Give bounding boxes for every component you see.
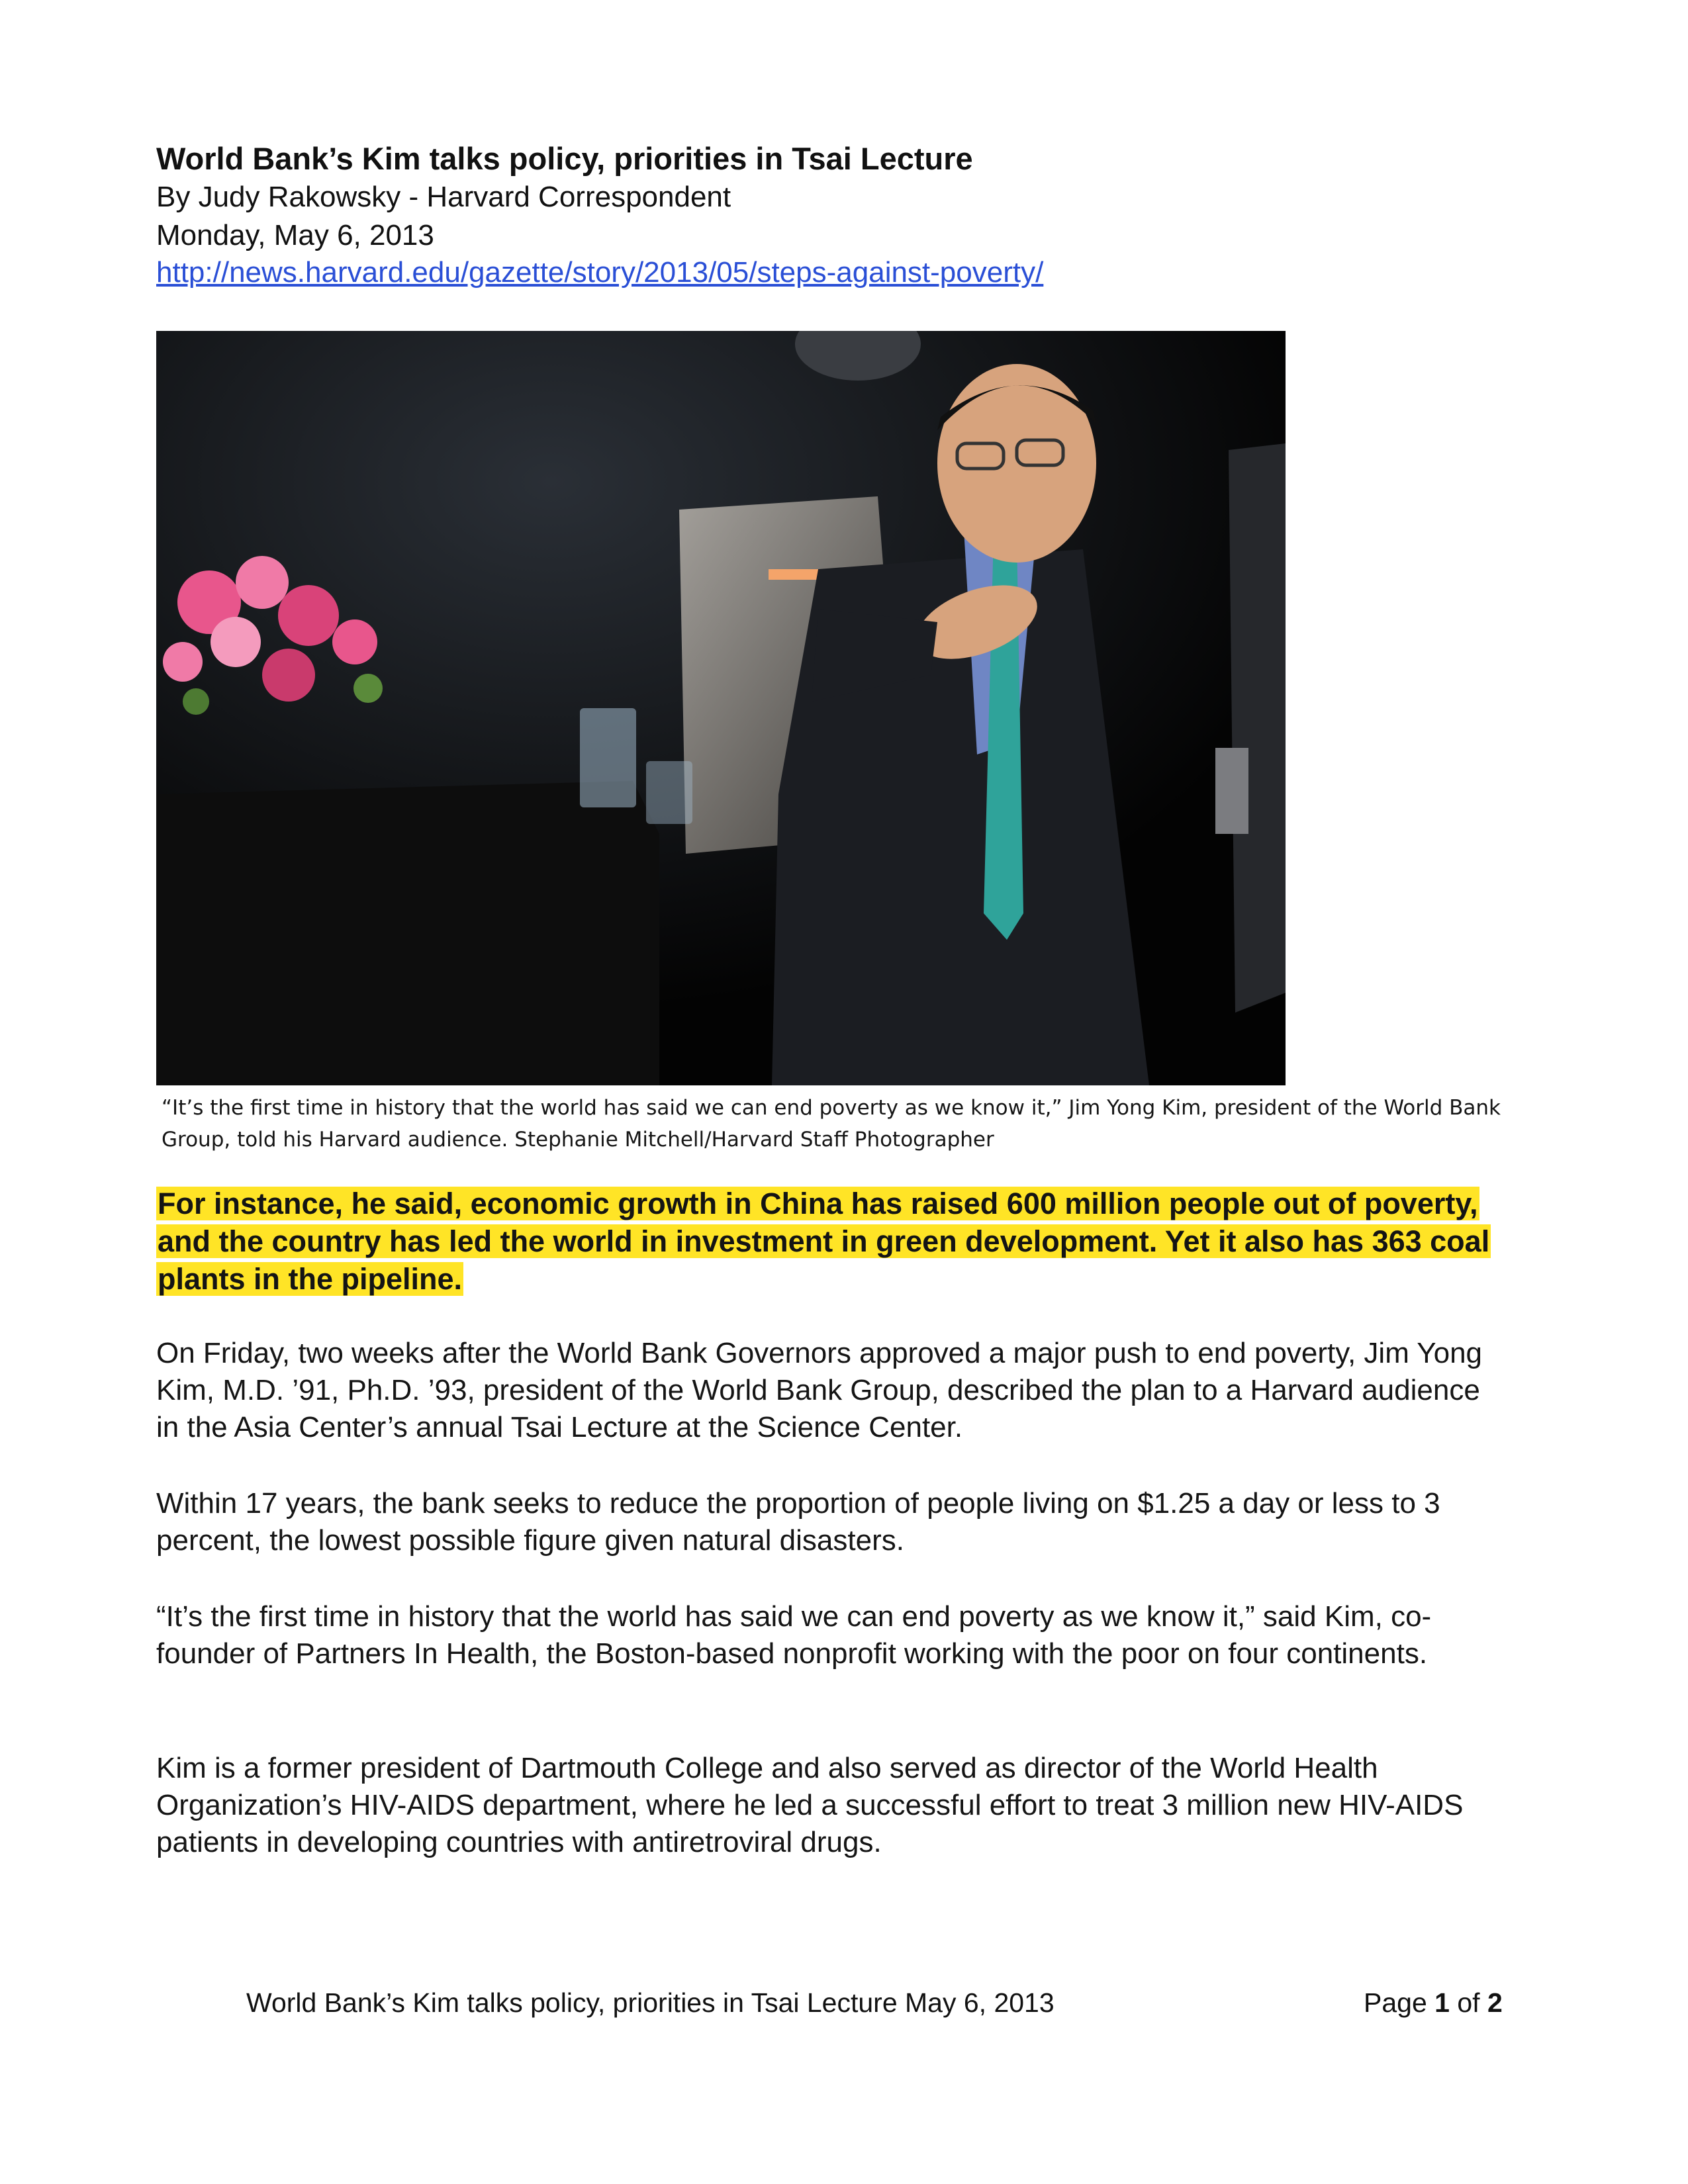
page-current: 1: [1434, 1987, 1450, 2018]
article-headline: World Bank’s Kim talks policy, priorities in Tsai Lecture: [156, 141, 973, 176]
water-glass-small: [646, 761, 692, 824]
body-paragraph: Kim is a former president of Dartmouth College and also served as director of the World Health Organization’s HIV-AIDS department, where he led a successful effort to treat 3 million new HIV-AIDS patients in developing countries with antiretroviral drugs.: [156, 1752, 1464, 1858]
lecture-table: [156, 781, 659, 1085]
page-separator: of: [1449, 1987, 1487, 2018]
article-photo: [156, 331, 1286, 1085]
footer-title: World Bank’s Kim talks policy, priorities in Tsai Lecture May 6, 2013: [246, 1987, 1055, 2018]
body-paragraph: Within 17 years, the bank seeks to reduce the proportion of people living on $1.25 a day or less to 3 percent, the lowest possible figure given natural disasters.: [156, 1487, 1440, 1557]
water-glass: [580, 708, 636, 807]
highlighted-quote: [156, 1185, 1507, 1298]
side-light: [1215, 748, 1248, 834]
footer-page-number: [1364, 1985, 1503, 2020]
photo-caption: “It’s the first time in history that the world has said we can end poverty as we know it,” Jim Yong Kim, president of the World Bank Group, told his Harvard audience. Stephanie Mitchell/Harvard Staff Photographer: [162, 1096, 1501, 1152]
article-byline: By Judy Rakowsky - Harvard Correspondent: [156, 181, 731, 213]
body-paragraph: “It’s the first time in history that the world has said we can end poverty as we know it,” said Kim, co-founder of Partners In Health, the Boston-based nonprofit working with the poor on four continents.: [156, 1600, 1432, 1670]
body-paragraph: On Friday, two weeks after the World Bank Governors approved a major push to end poverty, Jim Yong Kim, M.D. ’91, Ph.D. ’93, president of the World Bank Group, described the plan to a Harvard audience in the Asia Center’s annual Tsai Lecture at the Science Center.: [156, 1337, 1483, 1443]
page-prefix: Page: [1364, 1987, 1435, 2018]
highlighted-quote-text: For instance, he said, economic growth in China has raised 600 million people out of poverty, and the country has led the world in investment in green development. Yet it also has 363 coal plants in the pipeline.: [158, 1187, 1490, 1296]
article-url-link[interactable]: http://news.harvard.edu/gazette/story/2013/05/steps-against-poverty/: [156, 256, 1044, 289]
side-panel: [1229, 443, 1286, 1013]
article-date: Monday, May 6, 2013: [156, 219, 434, 251]
page-total: 2: [1487, 1987, 1503, 2018]
photo-illustration: [156, 331, 1286, 1085]
